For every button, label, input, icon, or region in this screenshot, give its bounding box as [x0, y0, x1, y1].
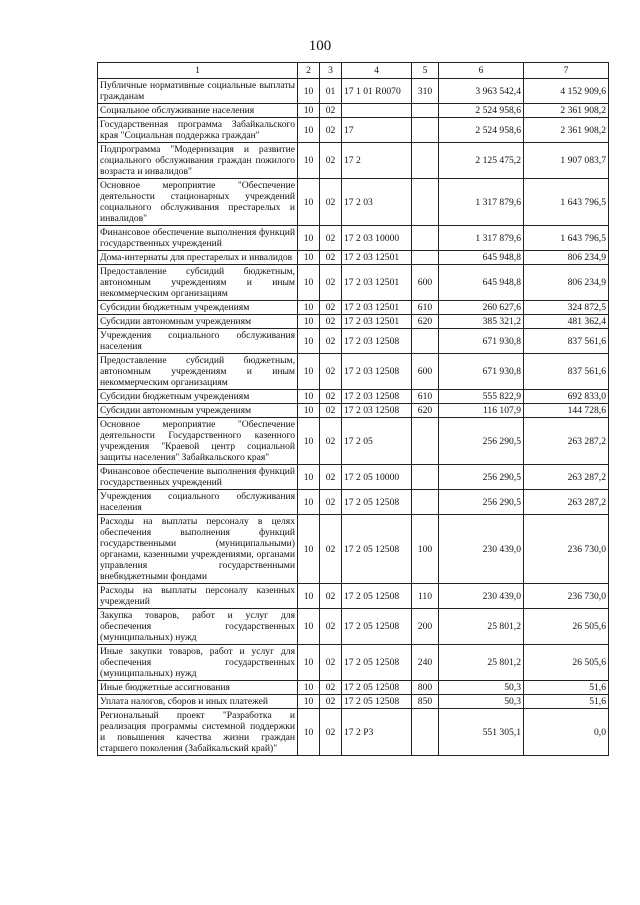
amount-year2-cell: 2 361 908,2	[524, 104, 609, 118]
table-row	[98, 329, 609, 354]
expense-name-cell: Расходы на выплаты персоналу казенных учреждений	[98, 584, 298, 609]
expense-type-cell	[412, 709, 439, 756]
expense-type-cell: 620	[412, 315, 439, 329]
amount-year1-cell: 1 317 879,6	[439, 226, 524, 251]
amount-year2-cell: 144 728,6	[524, 404, 609, 418]
amount-year2-cell: 2 361 908,2	[524, 118, 609, 143]
target-article-cell: 17 2 05 12508	[342, 515, 412, 584]
table-row	[98, 265, 609, 301]
table-row	[98, 404, 609, 418]
amount-year1-cell: 2 524 958,6	[439, 104, 524, 118]
amount-year1-cell: 256 290,5	[439, 418, 524, 465]
amount-year2-cell: 26 505,6	[524, 645, 609, 681]
expense-name-cell: Дома-интернаты для престарелых и инвалидов	[98, 251, 298, 265]
expense-name-cell: Расходы на выплаты персоналу в целях обеспечения выполнения функций государственными (муниципальными) органами, казенными учреждениями, органами управления государственными внебюджетными фондами	[98, 515, 298, 584]
amount-year1-cell: 555 822,9	[439, 390, 524, 404]
subsection-code-cell: 02	[320, 104, 342, 118]
expense-type-cell: 600	[412, 265, 439, 301]
target-article-cell: 17 2 05 12508	[342, 645, 412, 681]
expense-name-cell: Публичные нормативные социальные выплаты гражданам	[98, 79, 298, 104]
expense-type-cell: 620	[412, 404, 439, 418]
table-row	[98, 695, 609, 709]
section-code-cell: 10	[298, 104, 320, 118]
amount-year2-cell: 692 833,0	[524, 390, 609, 404]
amount-year2-cell: 324 872,5	[524, 301, 609, 315]
target-article-cell: 17 2 03	[342, 179, 412, 226]
table-header-row	[98, 63, 609, 79]
expense-name-cell: Подпрограмма "Модернизация и развитие социального обслуживания граждан пожилого возраста и инвалидов"	[98, 143, 298, 179]
table-body	[98, 79, 609, 756]
expense-name-cell: Предоставление субсидий бюджетным, автономным учреждениям и иным некоммерческим организациям	[98, 265, 298, 301]
section-code-cell: 10	[298, 143, 320, 179]
target-article-cell: 17 2 05 12508	[342, 695, 412, 709]
amount-year2-cell: 806 234,9	[524, 265, 609, 301]
table-row	[98, 584, 609, 609]
column-header: 3	[320, 63, 342, 79]
table-row	[98, 681, 609, 695]
expense-type-cell	[412, 251, 439, 265]
target-article-cell: 17 2 05 10000	[342, 465, 412, 490]
target-article-cell: 17 1 01 R0070	[342, 79, 412, 104]
column-header: 6	[439, 63, 524, 79]
amount-year1-cell: 230 439,0	[439, 584, 524, 609]
target-article-cell: 17 2 03 12501	[342, 251, 412, 265]
section-code-cell: 10	[298, 265, 320, 301]
column-header: 1	[98, 63, 298, 79]
expense-name-cell: Закупка товаров, работ и услуг для обеспечения государственных (муниципальных) нужд	[98, 609, 298, 645]
table-row	[98, 609, 609, 645]
section-code-cell: 10	[298, 301, 320, 315]
subsection-code-cell: 02	[320, 390, 342, 404]
column-header: 7	[524, 63, 609, 79]
target-article-cell: 17 2 05 12508	[342, 609, 412, 645]
expense-type-cell	[412, 465, 439, 490]
table-row	[98, 645, 609, 681]
amount-year1-cell: 50,3	[439, 695, 524, 709]
amount-year2-cell: 263 287,2	[524, 490, 609, 515]
subsection-code-cell: 02	[320, 179, 342, 226]
amount-year1-cell: 256 290,5	[439, 490, 524, 515]
table-row	[98, 709, 609, 756]
section-code-cell: 10	[298, 695, 320, 709]
amount-year2-cell: 51,6	[524, 695, 609, 709]
target-article-cell: 17 2 03 12508	[342, 404, 412, 418]
expense-type-cell: 610	[412, 390, 439, 404]
target-article-cell: 17 2 05 12508	[342, 681, 412, 695]
target-article-cell: 17 2 05	[342, 418, 412, 465]
target-article-cell: 17 2 03 12508	[342, 390, 412, 404]
table-row	[98, 118, 609, 143]
table-row	[98, 390, 609, 404]
expense-name-cell: Субсидии автономным учреждениям	[98, 404, 298, 418]
expense-name-cell: Предоставление субсидий бюджетным, автономным учреждениям и иным некоммерческим организациям	[98, 354, 298, 390]
expense-name-cell: Субсидии бюджетным учреждениям	[98, 390, 298, 404]
subsection-code-cell: 02	[320, 584, 342, 609]
expense-type-cell: 100	[412, 515, 439, 584]
target-article-cell: 17 2 03 12501	[342, 265, 412, 301]
column-header: 5	[412, 63, 439, 79]
amount-year1-cell: 256 290,5	[439, 465, 524, 490]
amount-year2-cell: 26 505,6	[524, 609, 609, 645]
amount-year2-cell: 263 287,2	[524, 418, 609, 465]
subsection-code-cell: 02	[320, 301, 342, 315]
expense-type-cell	[412, 490, 439, 515]
expense-type-cell	[412, 143, 439, 179]
subsection-code-cell: 02	[320, 118, 342, 143]
target-article-cell: 17 2 05 12508	[342, 584, 412, 609]
section-code-cell: 10	[298, 709, 320, 756]
amount-year1-cell: 25 801,2	[439, 645, 524, 681]
expense-name-cell: Субсидии бюджетным учреждениям	[98, 301, 298, 315]
subsection-code-cell: 02	[320, 418, 342, 465]
section-code-cell: 10	[298, 584, 320, 609]
section-code-cell: 10	[298, 515, 320, 584]
section-code-cell: 10	[298, 118, 320, 143]
amount-year1-cell: 645 948,8	[439, 251, 524, 265]
amount-year2-cell: 1 643 796,5	[524, 226, 609, 251]
page-number: 100	[308, 38, 332, 54]
subsection-code-cell: 02	[320, 709, 342, 756]
amount-year1-cell: 116 107,9	[439, 404, 524, 418]
amount-year1-cell: 671 930,8	[439, 329, 524, 354]
subsection-code-cell: 02	[320, 465, 342, 490]
expense-type-cell: 310	[412, 79, 439, 104]
table-row	[98, 490, 609, 515]
amount-year2-cell: 236 730,0	[524, 515, 609, 584]
budget-table	[97, 62, 609, 756]
target-article-cell: 17 2 03 12508	[342, 354, 412, 390]
expense-type-cell	[412, 329, 439, 354]
expense-name-cell: Региональный проект "Разработка и реализация программы системной поддержки и повышения качества жизни граждан старшего поколения (Забайкальский край)"	[98, 709, 298, 756]
amount-year1-cell: 230 439,0	[439, 515, 524, 584]
amount-year1-cell: 551 305,1	[439, 709, 524, 756]
section-code-cell: 10	[298, 390, 320, 404]
subsection-code-cell: 02	[320, 515, 342, 584]
table-row	[98, 251, 609, 265]
expense-name-cell: Основное мероприятие "Обеспечение деятельности стационарных учреждений социального обслуживания престарелых и инвалидов"	[98, 179, 298, 226]
expense-name-cell: Учреждения социального обслуживания населения	[98, 329, 298, 354]
expense-name-cell: Иные бюджетные ассигнования	[98, 681, 298, 695]
target-article-cell: 17 2 P3	[342, 709, 412, 756]
column-header: 4	[342, 63, 412, 79]
expense-type-cell: 240	[412, 645, 439, 681]
subsection-code-cell: 01	[320, 79, 342, 104]
amount-year2-cell: 837 561,6	[524, 329, 609, 354]
section-code-cell: 10	[298, 226, 320, 251]
expense-name-cell: Социальное обслуживание населения	[98, 104, 298, 118]
expense-name-cell: Государственная программа Забайкальского края "Социальная поддержка граждан"	[98, 118, 298, 143]
table-row	[98, 301, 609, 315]
section-code-cell: 10	[298, 179, 320, 226]
expense-type-cell: 600	[412, 354, 439, 390]
subsection-code-cell: 02	[320, 143, 342, 179]
amount-year2-cell: 806 234,9	[524, 251, 609, 265]
target-article-cell	[342, 104, 412, 118]
expense-type-cell: 850	[412, 695, 439, 709]
amount-year1-cell: 2 125 475,2	[439, 143, 524, 179]
section-code-cell: 10	[298, 79, 320, 104]
table-row	[98, 143, 609, 179]
amount-year1-cell: 25 801,2	[439, 609, 524, 645]
section-code-cell: 10	[298, 418, 320, 465]
expense-name-cell: Иные закупки товаров, работ и услуг для обеспечения государственных (муниципальных) нужд	[98, 645, 298, 681]
expense-type-cell	[412, 418, 439, 465]
amount-year2-cell: 4 152 909,6	[524, 79, 609, 104]
expense-type-cell	[412, 118, 439, 143]
expense-type-cell: 610	[412, 301, 439, 315]
expense-name-cell: Субсидии автономным учреждениям	[98, 315, 298, 329]
table-row	[98, 226, 609, 251]
column-header: 2	[298, 63, 320, 79]
amount-year1-cell: 1 317 879,6	[439, 179, 524, 226]
amount-year1-cell: 385 321,2	[439, 315, 524, 329]
amount-year1-cell: 50,3	[439, 681, 524, 695]
section-code-cell: 10	[298, 609, 320, 645]
expense-name-cell: Финансовое обеспечение выполнения функций государственных учреждений	[98, 226, 298, 251]
section-code-cell: 10	[298, 354, 320, 390]
target-article-cell: 17 2 03 10000	[342, 226, 412, 251]
expense-type-cell: 800	[412, 681, 439, 695]
subsection-code-cell: 02	[320, 695, 342, 709]
section-code-cell: 10	[298, 404, 320, 418]
amount-year1-cell: 260 627,6	[439, 301, 524, 315]
amount-year1-cell: 2 524 958,6	[439, 118, 524, 143]
table-row	[98, 315, 609, 329]
amount-year2-cell: 0,0	[524, 709, 609, 756]
amount-year2-cell: 263 287,2	[524, 465, 609, 490]
table-row	[98, 418, 609, 465]
expense-name-cell: Учреждения социального обслуживания населения	[98, 490, 298, 515]
amount-year1-cell: 645 948,8	[439, 265, 524, 301]
target-article-cell: 17 2 03 12501	[342, 315, 412, 329]
section-code-cell: 10	[298, 329, 320, 354]
amount-year2-cell: 481 362,4	[524, 315, 609, 329]
amount-year1-cell: 3 963 542,4	[439, 79, 524, 104]
amount-year2-cell: 51,6	[524, 681, 609, 695]
section-code-cell: 10	[298, 251, 320, 265]
table-row	[98, 104, 609, 118]
target-article-cell: 17 2 05 12508	[342, 490, 412, 515]
amount-year2-cell: 1 907 083,7	[524, 143, 609, 179]
target-article-cell: 17 2 03 12508	[342, 329, 412, 354]
amount-year2-cell: 1 643 796,5	[524, 179, 609, 226]
expense-type-cell	[412, 179, 439, 226]
amount-year1-cell: 671 930,8	[439, 354, 524, 390]
section-code-cell: 10	[298, 315, 320, 329]
table-row	[98, 465, 609, 490]
subsection-code-cell: 02	[320, 404, 342, 418]
table-row	[98, 179, 609, 226]
expense-type-cell	[412, 104, 439, 118]
target-article-cell: 17 2 03 12501	[342, 301, 412, 315]
section-code-cell: 10	[298, 465, 320, 490]
expense-name-cell: Финансовое обеспечение выполнения функций государственных учреждений	[98, 465, 298, 490]
subsection-code-cell: 02	[320, 354, 342, 390]
section-code-cell: 10	[298, 645, 320, 681]
subsection-code-cell: 02	[320, 645, 342, 681]
amount-year2-cell: 236 730,0	[524, 584, 609, 609]
target-article-cell: 17 2	[342, 143, 412, 179]
subsection-code-cell: 02	[320, 609, 342, 645]
target-article-cell: 17	[342, 118, 412, 143]
expense-type-cell: 110	[412, 584, 439, 609]
expense-name-cell: Уплата налогов, сборов и иных платежей	[98, 695, 298, 709]
subsection-code-cell: 02	[320, 251, 342, 265]
section-code-cell: 10	[298, 681, 320, 695]
expense-type-cell	[412, 226, 439, 251]
table-row	[98, 354, 609, 390]
section-code-cell: 10	[298, 490, 320, 515]
expense-name-cell: Основное мероприятие "Обеспечение деятельности Государственного казенного учреждения "Краевой центр социальной защиты населения" Забайкальского края"	[98, 418, 298, 465]
table-row	[98, 79, 609, 104]
subsection-code-cell: 02	[320, 490, 342, 515]
subsection-code-cell: 02	[320, 315, 342, 329]
table-row	[98, 515, 609, 584]
subsection-code-cell: 02	[320, 265, 342, 301]
subsection-code-cell: 02	[320, 681, 342, 695]
amount-year2-cell: 837 561,6	[524, 354, 609, 390]
subsection-code-cell: 02	[320, 329, 342, 354]
subsection-code-cell: 02	[320, 226, 342, 251]
expense-type-cell: 200	[412, 609, 439, 645]
